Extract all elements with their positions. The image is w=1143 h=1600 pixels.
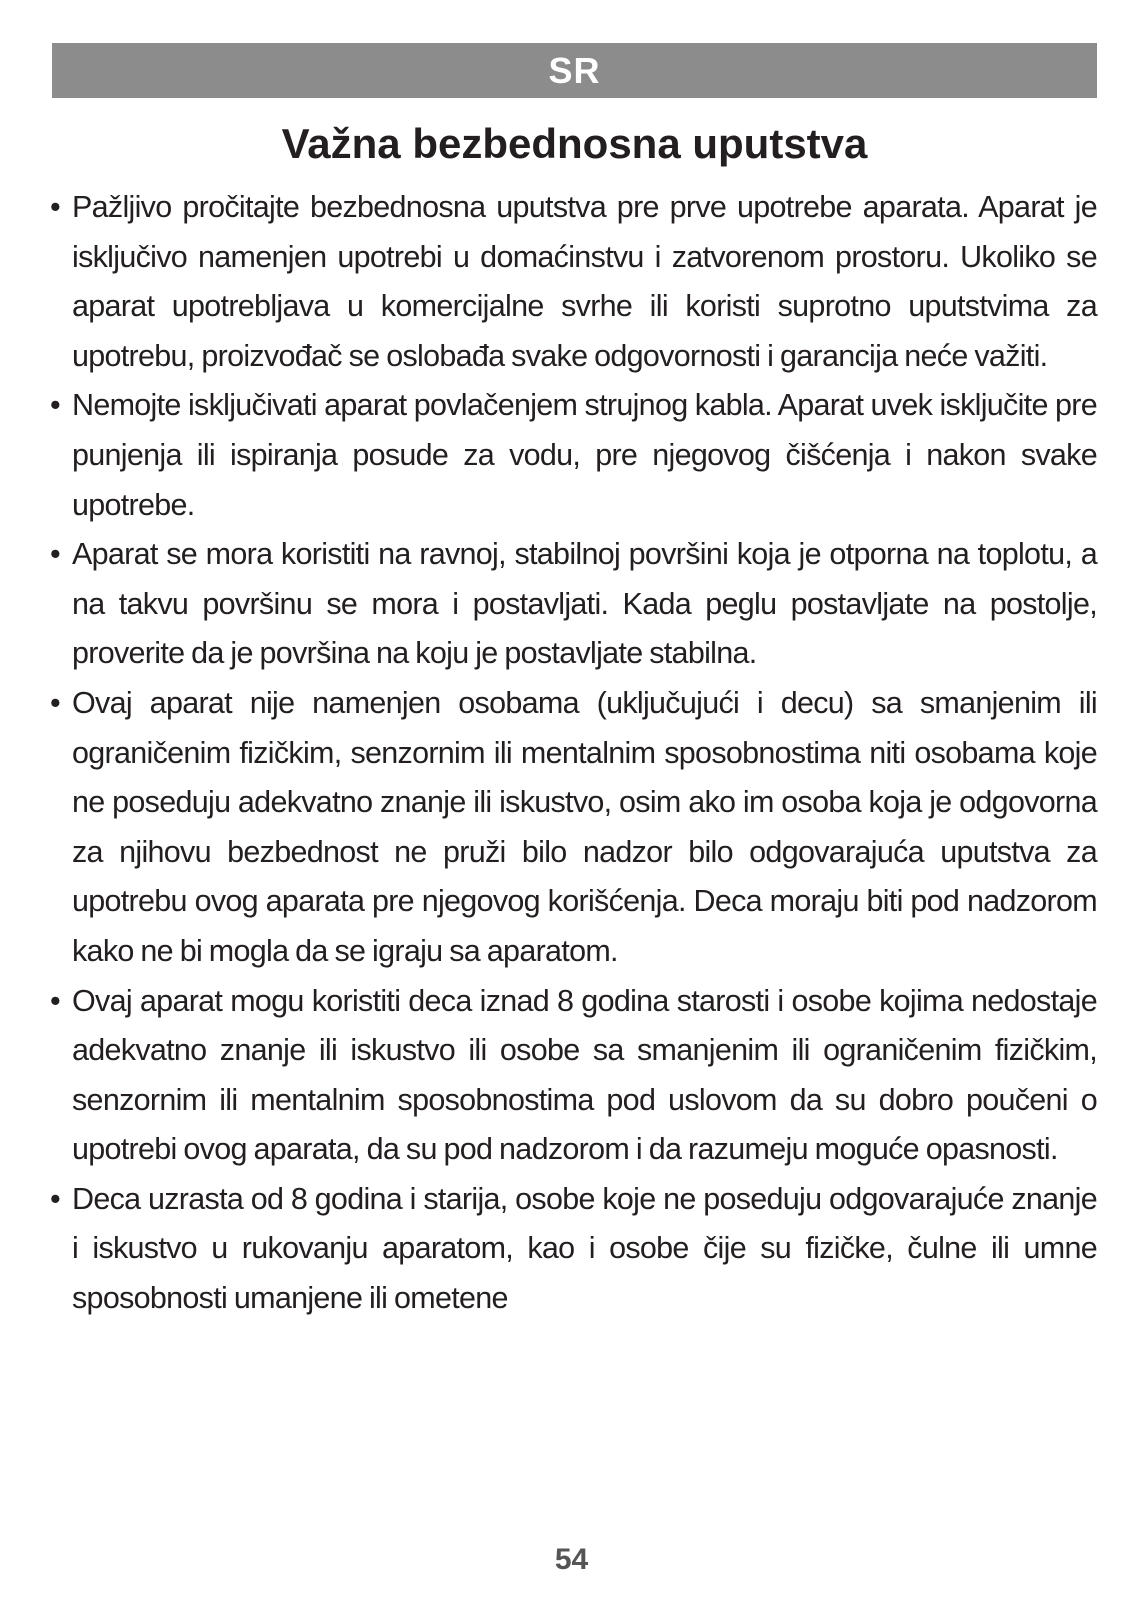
safety-instruction-item: • Aparat se mora koristiti na ravnoj, stabilnoj površini koja je otporna na toplotu, a na takvu površinu se mora i postavljati. Kada peglu postavljate na postolje, proverite da je površina na koju je postavljate stabilna. xyxy=(48,530,1097,679)
page-number: 54 xyxy=(554,1543,589,1576)
page-title: Važna bezbednosna uputstva xyxy=(281,120,868,167)
language-header-bar xyxy=(52,43,1097,98)
safety-instruction-item: • Ovaj aparat nije namenjen osobama (uključujući i decu) sa smanjenim ili ograničenim fizičkim, senzornim ili mentalnim sposobnostima niti osobama koje ne poseduju adekvatno znanje ili iskustvo, osim ako im osoba koja je odgovorna za njihovu bezbednost ne pruži bilo nadzor bilo odgovarajuća uputstva za upotrebu ovog aparata pre njegovog korišćenja. Deca moraju biti pod nadzorom kako ne bi mogla da se igraju sa aparatom. xyxy=(48,679,1097,977)
safety-instructions-list xyxy=(48,183,1097,1324)
safety-instruction-item: • Pažljivo pročitajte bezbednosna uputstva pre prve upotrebe aparata. Aparat je isključivo namenjen upotrebi u domaćinstvu i zatvorenom prostoru. Ukoliko se aparat upotrebljava u komercijalne svrhe ili koristi suprotno uputstvima za upotrebu, proizvođač se oslobađa svake odgovornosti i garancija neće važiti. xyxy=(48,183,1097,381)
safety-instruction-item: • Nemojte isključivati aparat povlačenjem strujnog kabla. Aparat uvek isključite pre punjenja ili ispiranja posude za vodu, pre njegovog čišćenja i nakon svake upotrebe. xyxy=(48,381,1097,530)
language-code: SR xyxy=(548,49,601,91)
safety-instruction-item: • Ovaj aparat mogu koristiti deca iznad 8 godina starosti i osobe kojima nedostaje adekvatno znanje ili iskustvo ili osobe sa smanjenim ili ograničenim fizičkim, senzornim ili mentalnim sposobnostima pod uslovom da su dobro poučeni o upotrebi ovog aparata, da su pod nadzorom i da razumeju moguće opasnosti. xyxy=(48,977,1097,1175)
safety-instruction-item: • Deca uzrasta od 8 godina i starija, osobe koje ne poseduju odgovarajuće znanje i iskustvo u rukovanju aparatom, kao i osobe čije su fizičke, čulne ili umne sposobnosti umanjene ili ometene xyxy=(48,1175,1097,1324)
